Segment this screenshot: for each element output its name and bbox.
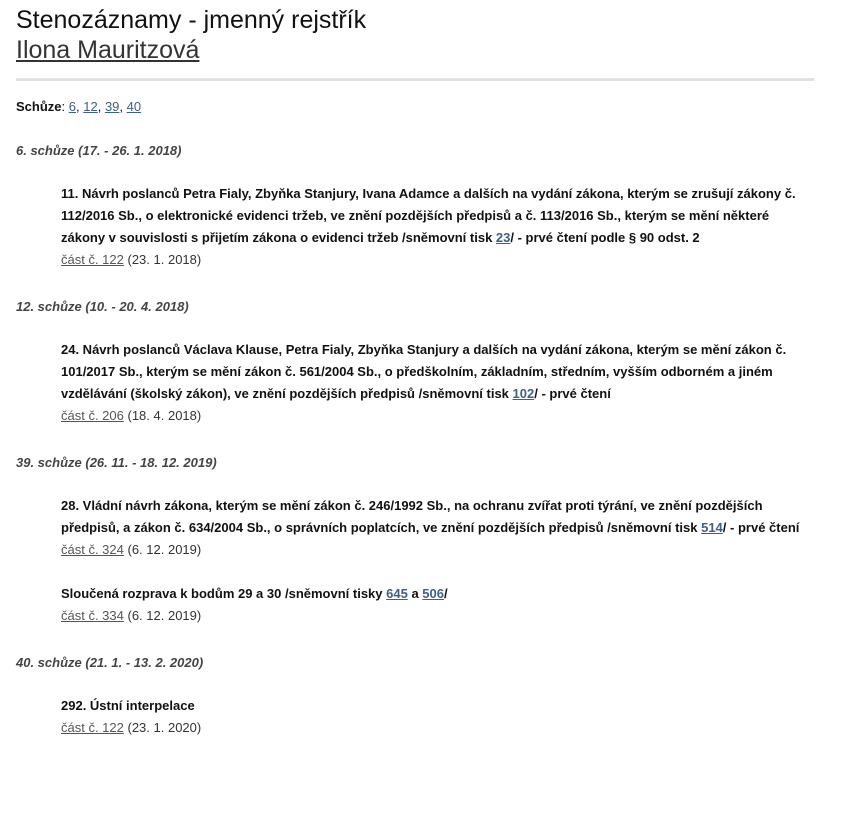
part-date: (23. 1. 2020)	[127, 720, 202, 735]
entry-topic-text-after: / - prvé čtení	[722, 520, 800, 535]
entry-topic-text-after: / - prvé čtení	[534, 386, 611, 401]
tisk-link[interactable]: 645	[386, 586, 408, 601]
entry-part	[61, 249, 816, 271]
entry-topic-text: 24. Návrh poslanců Václava Klause, Petra Fialy, Zbyňka Stanjury a dalších na vydání zákona, kterým se mění zákon č. 101/2017 Sb., kterým se mění zákon č. 561/2004 Sb., o předškolním, základním, středním, vyšším odborném a jiném vzdělávání (školský zákon), ve znění pozdějších předpisů /sněmovní tisk	[61, 342, 787, 401]
sessions-nav-separator: :	[61, 99, 66, 114]
header-divider	[16, 78, 814, 81]
session-link-39[interactable]: 39	[104, 99, 120, 114]
entry-part	[61, 405, 816, 427]
entry-topic	[61, 583, 816, 605]
sessions-nav: Schůze: 6, 12, 39, 40	[16, 99, 142, 114]
person-name-link[interactable]: Ilona Mauritzová	[16, 36, 200, 64]
session-entry	[61, 339, 816, 427]
entry-topic-text-after: / - prvé čtení podle § 90 odst. 2	[510, 230, 700, 245]
part-date: (23. 1. 2018)	[127, 252, 202, 267]
tisk-link[interactable]: 514	[701, 520, 723, 535]
part-date: (6. 12. 2019)	[127, 608, 202, 623]
session-link-6[interactable]: 6	[68, 99, 76, 114]
entry-part	[61, 717, 816, 739]
entry-topic	[61, 183, 816, 249]
session-link-40[interactable]: 40	[126, 99, 142, 114]
part-link[interactable]: část č. 324	[61, 542, 124, 557]
part-link[interactable]: část č. 122	[61, 720, 124, 735]
session-heading-40: 40. schůze (21. 1. - 13. 2. 2020)	[16, 655, 204, 670]
entry-topic-text: Sloučená rozprava k bodům 29 a 30 /sněmovní tisky	[61, 586, 387, 601]
entry-topic-text-after: /	[444, 586, 448, 601]
session-entry	[61, 495, 816, 561]
session-entry	[61, 183, 816, 271]
session-heading-12: 12. schůze (10. - 20. 4. 2018)	[16, 299, 189, 314]
entry-topic-text: 11. Návrh poslanců Petra Fialy, Zbyňka Stanjury, Ivana Adamce a dalších na vydání zákona, kterým se zrušují zákony č. 112/2016 Sb., o elektronické evidenci tržeb, ve znění pozdějších předpisů a č. 113/2016 Sb., kterým se mění některé zákony v souvislosti s přijetím zákona o evidenci tržeb /sněmovní tisk	[61, 186, 796, 245]
tisk-link[interactable]: 506	[422, 586, 444, 601]
page-content	[16, 0, 816, 739]
sessions-nav-label: Schůze	[16, 99, 62, 114]
tisk-link[interactable]: 102	[512, 386, 535, 401]
entry-topic	[61, 695, 816, 717]
session-entry	[61, 583, 816, 627]
tisk-link[interactable]: 23	[495, 230, 511, 245]
session-heading-39: 39. schůze (26. 11. - 18. 12. 2019)	[16, 455, 217, 470]
entry-topic-text: 28. Vládní návrh zákona, kterým se mění zákon č. 246/1992 Sb., na ochranu zvířat proti týrání, ve znění pozdějších předpisů, a zákon č. 634/2004 Sb., o správních poplatcích, ve znění pozdějších předpisů /sněmovní tisk	[61, 498, 763, 535]
entry-part	[61, 605, 816, 627]
entry-topic	[61, 495, 816, 539]
part-link[interactable]: část č. 206	[61, 408, 124, 423]
part-link[interactable]: část č. 334	[61, 608, 124, 623]
part-date: (6. 12. 2019)	[127, 542, 202, 557]
session-entry	[61, 695, 816, 739]
part-link[interactable]: část č. 122	[61, 252, 124, 267]
part-date: (18. 4. 2018)	[127, 408, 202, 423]
entry-topic-text: 292. Ústní interpelace	[61, 698, 195, 713]
page-title: Stenozáznamy - jmenný rejstřík	[16, 6, 367, 34]
entry-topic-text-mid: a	[407, 586, 423, 601]
session-link-12[interactable]: 12	[83, 99, 98, 114]
session-heading-6: 6. schůze (17. - 26. 1. 2018)	[16, 143, 182, 158]
entry-part	[61, 539, 816, 561]
entry-topic	[61, 339, 816, 405]
